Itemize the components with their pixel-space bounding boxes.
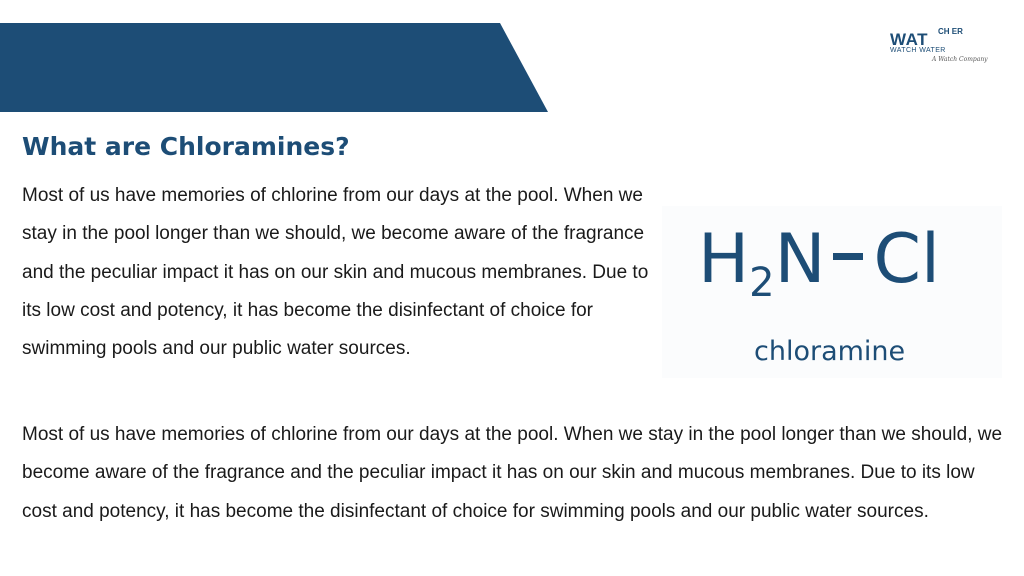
formula-nitrogen: N bbox=[774, 220, 826, 299]
logo-tagline: WATCH WATER bbox=[890, 47, 946, 54]
body-paragraph: Most of us have memories of chlorine from our days at the pool. When we stay in the pool longer than we should, we become aware of the fragrance and the peculiar impact it has on our skin and mucous membranes. Due to its low cost and potency, it has become the disinfectant of choice for swimming pools and our public water sources. bbox=[22, 424, 1003, 522]
header-banner bbox=[0, 23, 548, 112]
logo-brand-sup: CH ER bbox=[938, 27, 963, 36]
logo-brand: WAT bbox=[890, 30, 929, 49]
formula-subscript: 2 bbox=[749, 260, 775, 306]
formula-hydrogen: H bbox=[698, 220, 750, 299]
logo-script: A Watch Company bbox=[932, 56, 988, 63]
formula-chlorine: Cl bbox=[873, 220, 940, 299]
intro-paragraph: Most of us have memories of chlorine from our days at the pool. When we stay in the pool longer than we should, we become aware of the fragrance and the peculiar impact it has on our skin and mucous membranes. Due to its low cost and potency, it has become the disinfectant of choice for swimming pools and our public water sources. bbox=[22, 185, 649, 360]
page-title: What are Chloramines? bbox=[22, 132, 350, 161]
chloramine-formula-image bbox=[662, 206, 1002, 378]
watch-water-logo bbox=[884, 26, 994, 66]
bond-line bbox=[833, 253, 863, 260]
chemical-formula bbox=[698, 220, 940, 323]
formula-label: chloramine bbox=[754, 336, 906, 367]
